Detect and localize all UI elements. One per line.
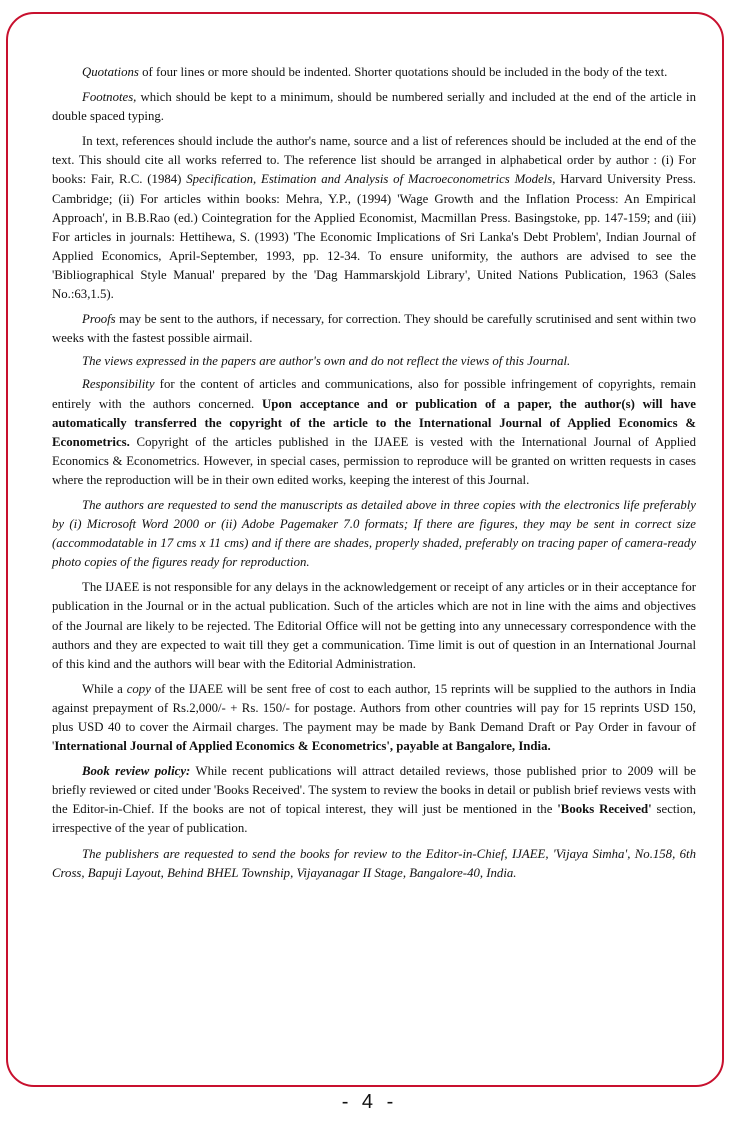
- text-run: The publishers are requested to send the books for review to the Editor-in-Chief, IJAEE, 'Vijaya Simha', No.158, 6th Cross, Bapuji Layout, Behind BHEL Township, Vijayanagar II Stage, Bangalore-40, India.: [52, 846, 696, 880]
- text-run: Upon acceptance and or publication of a paper, the author(s) will have automatically transferred the copyright of the article to the International Journal of Applied Economics & Econometrics.: [52, 396, 696, 449]
- text-run: Copyright of the articles published in the IJAEE is vested with the International Journal of Applied Economics & Econometrics. However, in special cases, permission to reproduce will be granted on written requests in cases where the reproduction will be in their own edited works, keeping the interest of this Journal.: [52, 434, 696, 487]
- text-run: International Journal of Applied Economics & Econometrics', payable at Bangalore, India.: [54, 739, 551, 754]
- text-run: 'Books Received': [557, 802, 652, 817]
- paragraph-responsibility: [52, 375, 696, 490]
- text-run: Footnotes,: [82, 90, 137, 105]
- page-number: - 4 -: [341, 1091, 398, 1113]
- paragraph-quotations: [52, 63, 696, 82]
- text-run: , Harvard University Press. Cambridge; (ii) For articles within books: Mehra, Y.P., (1994) 'Wage Growth and the Inflation Process: An Empirical Approach', in B.B.Rao (ed.) Cointegration for the Applied Economist, Macmillan Press. Basingstoke, pp. 147-159; and (iii) For articles in journals: Hettihewa, S. (1993) 'The Economic Implications of Sri Lanka's Debt Problem', Indian Journal of Applied Economics, April-September, 1993, pp. 12-34. To ensure uniformity, the authors are advised to see the 'Bibliographical Style Manual' prepared by the 'Dag Hammarskjold Library', United Nations Publication, 1963 (Sales No.:63,1.5).: [52, 172, 697, 302]
- paragraph-footnotes: [52, 88, 696, 126]
- text-run: Specification, Estimation and Analysis of Macroeconometrics Models: [186, 172, 553, 187]
- text-run: Responsibility: [82, 377, 155, 392]
- paragraph-publishers: [52, 845, 696, 883]
- text-run: Quotations: [82, 65, 139, 79]
- document-body: [52, 63, 696, 889]
- paragraph-proofs: [52, 310, 696, 348]
- paragraph-manuscripts: [52, 496, 696, 572]
- text-run: The authors are requested to send the manuscripts as detailed above in three copies with the electronics life preferably by (i) Microsoft Word 2000 or (ii) Adobe Pagemaker 7.0 formats; If there are figures, they may be sent in correct size (accommodatable in 17 cms x 11 cms) and if there are shades, properly shaded, preferably on tracing paper of camera-ready photo copies of the figures ready for reproduction.: [52, 497, 696, 570]
- text-run: of four lines or more should be indented. Shorter quotations should be included in the body of the text.: [138, 65, 668, 79]
- text-run: Proofs: [82, 312, 116, 327]
- text-run: While recent publications will attract detailed reviews, those published prior to 2009 will be briefly reviewed or cited under 'Books Received'. The system to review the books in detail or publish brief reviews vests with the Editor-in-Chief. If the books are not of topical interest, they will just be mentioned in the: [52, 764, 696, 817]
- text-run: In text, references should include the author's name, source and a list of references should be included at the end of the text. This should cite all works referred to. The reference list should be arranged in alphabetical order by author : (i) For books: Fair, R.C. (1984): [52, 134, 696, 187]
- paragraph-book-review: [52, 762, 696, 838]
- text-run: The views expressed in the papers are author's own and do not reflect the views of this Journal.: [82, 354, 571, 369]
- paragraph-reprints: [52, 680, 696, 756]
- text-run: While a: [82, 681, 127, 696]
- paragraph-references: [52, 132, 696, 304]
- text-run: copy: [126, 681, 151, 696]
- text-run: Book review policy:: [82, 764, 191, 779]
- paragraph-views: [52, 352, 696, 371]
- text-run: of the IJAEE will be sent free of cost to each author, 15 reprints will be supplied to the authors in India against prepayment of Rs.2,000/- + Rs. 150/- for postage. Authors from other countries will pay for 15 reprints USD 150, plus USD 40 to cover the Airmail charges. The payment may be made by Bank Demand Draft or Pay Order in favour of ': [52, 681, 696, 754]
- text-run: which should be kept to a minimum, should be numbered serially and included at the end of the article in double spaced typing.: [52, 90, 696, 124]
- text-run: The IJAEE is not responsible for any delays in the acknowledgement or receipt of any articles or in their acceptance for publication in the Journal or in the actual publication. Such of the articles which are not in line with the aims and objectives of the Journal are likely to be rejected. The Editorial Office will not be getting into any unnecessary correspondence with the authors and they are expected to wait till they get a communication. Time limit is out of question in an International Journal of this kind and the authors will bear with the Editorial Administration.: [52, 580, 696, 671]
- text-run: section, irrespective of the year of publication.: [52, 802, 696, 836]
- paragraph-delays: [52, 578, 696, 673]
- text-run: may be sent to the authors, if necessary, for correction. They should be carefully scrutinised and sent within two weeks with the fastest possible airmail.: [52, 312, 696, 346]
- text-run: for the content of articles and communications, also for possible infringement of copyrights, remain entirely with the authors concerned.: [52, 377, 696, 411]
